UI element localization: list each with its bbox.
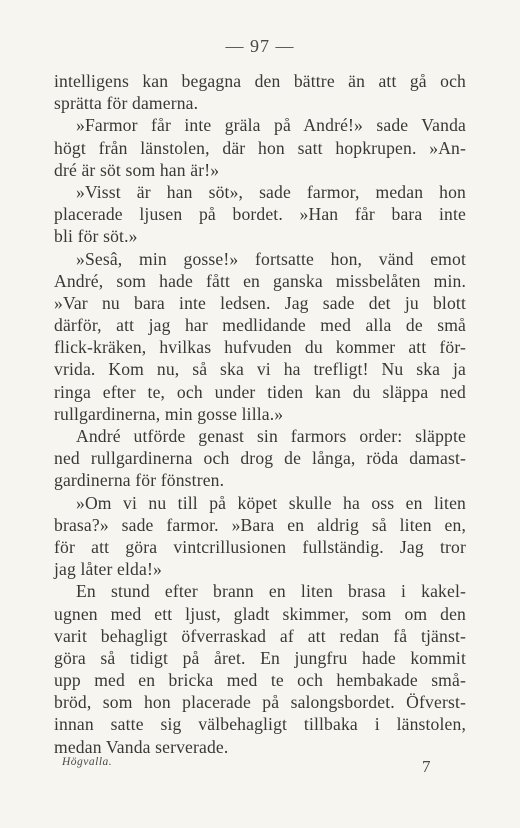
text-line-16: rullgardinerna, min gosse lilla.»	[54, 403, 284, 424]
text-line-31: medan Vanda serverade.	[54, 736, 229, 757]
text-line-9: »Sesâ, min gosse!» fortsatte hon, vänd emot	[76, 248, 466, 269]
text-line-14: vrida. Kom nu, så ska vi ha trefligt! Nu ska ja	[54, 359, 466, 380]
text-line-20: »Om vi nu till på köpet skulle ha oss en liten	[76, 492, 466, 513]
text-line-30: innan satte sig välbehagligt tillbaka i länstolen,	[54, 714, 466, 735]
text-line-24: En stund efter brann en liten brasa i kakel-	[76, 581, 466, 602]
text-line-29: bröd, som hon placerade på salongsbordet. Öfverst-	[54, 692, 466, 713]
text-line-13: flick-kräken, hvilkas hufvuden du kommer att för-	[54, 337, 466, 358]
text-line-12: därför, att jag har medlidande med alla de små	[54, 315, 466, 336]
page-number: — 97 —	[225, 36, 295, 56]
text-line-17: André utförde genast sin farmors order: släppte	[76, 426, 466, 446]
text-line-6: »Visst är han söt», sade farmor, medan hon	[76, 181, 466, 202]
text-line-5: dré är söt som han är!»	[54, 159, 220, 180]
text-line-1: intelligens kan begagna den bättre än att gå och	[54, 71, 466, 91]
text-line-19: gardinerna för fönstren.	[54, 470, 225, 491]
text-line-15: ringa efter te, och under tiden kan du släppa ned	[54, 381, 466, 402]
text-line-2: sprätta för damerna.	[54, 93, 199, 114]
text-line-3: »Farmor får inte gräla på André!» sade Vanda	[76, 115, 466, 136]
text-line-8: bli för söt.»	[54, 226, 138, 247]
footer-signature-number: 7	[422, 757, 431, 776]
text-line-21: brasa?» sade farmor. »Bara en aldrig så liten en,	[54, 514, 466, 535]
text-line-26: varit behagligt öfverraskad af att redan få tjänst-	[54, 625, 466, 646]
text-line-25: ugnen med ett ljust, gladt skimmer, som om den	[54, 603, 466, 624]
text-line-4: högt från länstolen, där hon satt hopkrupen. »An-	[54, 137, 466, 158]
text-line-10: André, som hade fått en ganska missbelåten min.	[54, 270, 466, 291]
footer-signature: Högvalla.	[62, 756, 113, 768]
text-line-18: ned rullgardinerna och drog de långa, röda damast-	[54, 448, 466, 469]
text-block	[54, 70, 466, 758]
text-line-27: göra så tidigt på året. En jungfru hade kommit	[54, 647, 466, 668]
text-line-23: jag låter elda!»	[54, 559, 162, 580]
text-line-22: för att göra vintcrillusionen fullständig. Jag tror	[54, 536, 466, 557]
text-line-7: placerade ljusen på bordet. »Han får bara inte	[54, 204, 466, 225]
text-line-28: upp med en bricka med te och hembakade små-	[54, 670, 466, 691]
text-line-11: »Var nu bara inte ledsen. Jag sade det ju blott	[54, 292, 466, 313]
